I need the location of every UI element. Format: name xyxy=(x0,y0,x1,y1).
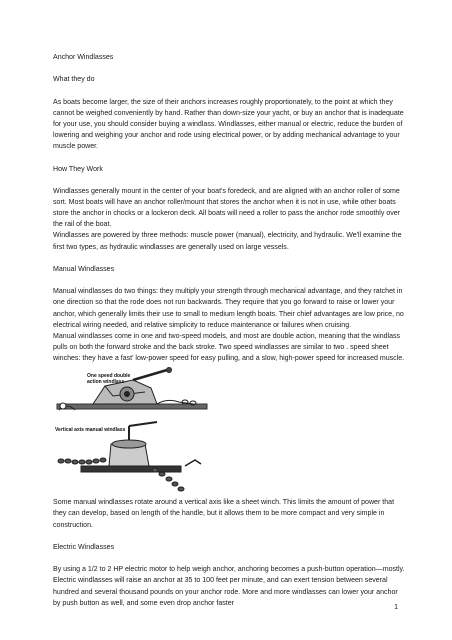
section-heading: What they do xyxy=(53,76,95,84)
figure-label-bottom: Vertical axis manual windlass xyxy=(55,427,126,434)
document-body xyxy=(53,52,405,609)
paragraph: As boats become larger, the size of their anchors increases roughly proportionately, to the point at which they cannot be weighed conveniently by hand. Rather than down-size your yacht, or buy an anchor that is inadequate for your use, you should consider buying a windlass. Windlasses, either manual or electric, reduce the burden of lowering and weighing your anchor and rode using electrical power, or by adding mechanical advantage to your muscle power. xyxy=(53,98,404,151)
figure-label-top: One speed double action windlass xyxy=(87,373,131,385)
section-heading: Electric Windlasses xyxy=(53,543,115,551)
page-number: 1 xyxy=(394,604,398,611)
paragraph: By using a 1/2 to 2 HP electric motor to help weigh anchor, anchoring becomes a push-button operation—mostly. Electric windlasses will raise an anchor at 35 to 100 feet per minute, and can exert tension between several hundred and several thousand pounds on your anchor rode. More and more windlasses can lower your anchor by push button as well, and some even drop anchor faster xyxy=(53,566,405,607)
paragraph: Windlasses are powered by three methods: muscle power (manual), electricity, and hydraulic. We'll examine the first two types, as hydraulic windlasses are generally used on large vessels. xyxy=(53,232,402,251)
paragraph: Manual windlasses do two things: they multiply your strength through mechanical advantage, and they ratchet in one direction so that the rode does not run backwards. They require that you go forward to raise or lower your anchor, which generally limits their use to small to medium length boats. Their chief advantages are low price, no electrical wiring needed, and relative simplicity to reduce maintenance or failures when cruising. xyxy=(53,288,404,329)
paragraph: Manual windlasses come in one and two-speed models, and most are double action, meaning that the windlass pulls on both the forward stroke and the back stroke. Two speed windlasses are similar to two . speed sheet winches: they have a fast' low-power speed for easy pulling, and a slow, high-power speed for increased muscle. xyxy=(53,332,405,363)
section-heading: Manual Windlasses xyxy=(53,265,115,273)
paragraph: Windlasses generally mount in the center of your boat's foredeck, and are aligned with an anchor roller of some sort. Most boats will have an anchor roller/mount that stores the anchor when it is not in use, while other boats store the anchor in chocks or a lockeron deck. All boats will need a roller to pass the anchor rode smoothly over the rail of the boat. xyxy=(53,187,401,229)
paragraph: Some manual windlasses rotate around a vertical axis like a sheet winch. This limits the amount of power that they can develop, based on length of the handle, but it allows them to be more compact and very simple in construction. xyxy=(53,499,395,529)
windlass-illustration xyxy=(53,366,213,494)
section-heading: How They Work xyxy=(53,165,103,173)
document-title: Anchor Windlasses xyxy=(53,54,114,61)
